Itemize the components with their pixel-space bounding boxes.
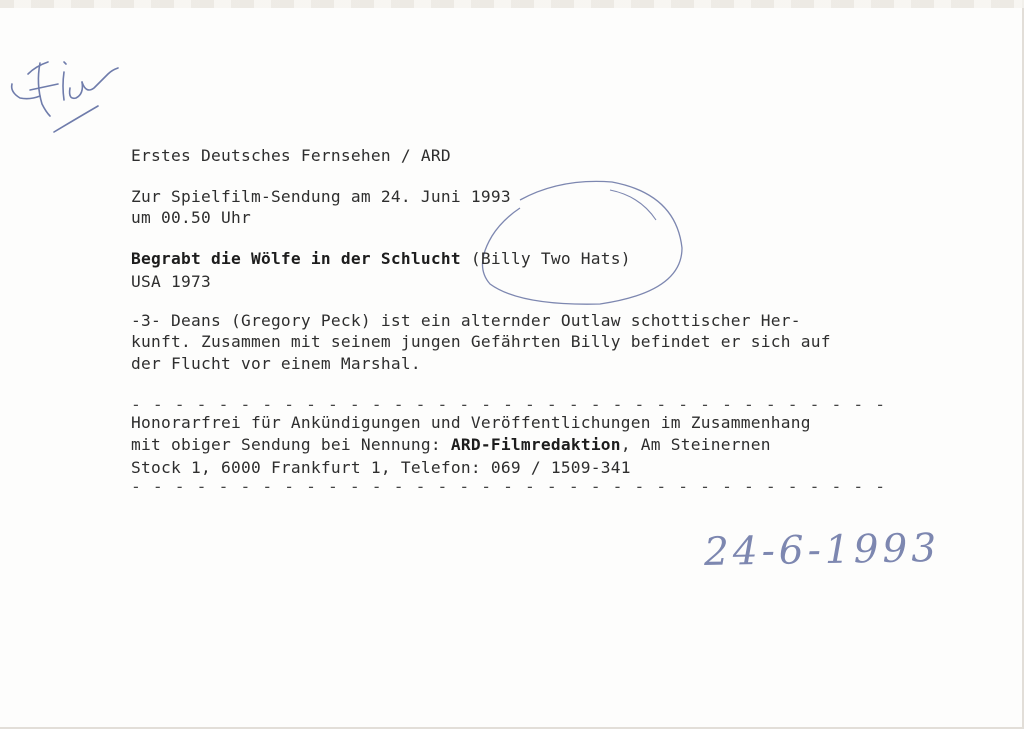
broadcast-date-line: Zur Spielfilm-Sendung am 24. Juni 1993 [131, 187, 511, 206]
title-circle-annotation [482, 181, 682, 304]
broadcaster-line: Erstes Deutsches Fernsehen / ARD [131, 146, 451, 165]
german-title: Begrabt die Wölfe in der Schlucht [131, 249, 461, 268]
broadcast-time-line: um 00.50 Uhr [131, 208, 251, 227]
separator-top: - - - - - - - - - - - - - - - - - - - - - - - - - - - - - - - - - - - [131, 395, 887, 414]
notice-line-1: Honorarfrei für Ankündigungen und Veröffentlichungen im Zusammenhang [131, 413, 811, 432]
description-line-2: kunft. Zusammen mit seinem jungen Gefährten Billy befindet er sich auf [131, 332, 831, 351]
country-year-line: USA 1973 [131, 272, 211, 291]
film-title-row [131, 248, 631, 269]
notice-line-3: Stock 1, 6000 Frankfurt 1, Telefon: 069 / 1509-341 [131, 458, 631, 477]
handwritten-film-note [12, 62, 118, 132]
description-line-1: -3- Deans (Gregory Peck) ist ein alternder Outlaw schottischer Her- [131, 311, 801, 330]
separator-bottom: - - - - - - - - - - - - - - - - - - - - - - - - - - - - - - - - - - - [131, 477, 887, 496]
notice-editorial-name: ARD-Filmredaktion [450, 435, 621, 454]
notice-line-2-prefix: mit obiger Sendung bei Nennung: [131, 435, 451, 454]
description-line-3: der Flucht vor einem Marshal. [131, 354, 421, 373]
handwritten-date: 24-6-1993 [703, 525, 941, 576]
notice-line-2 [131, 434, 771, 455]
original-title: (Billy Two Hats) [470, 249, 631, 268]
notice-line-2-suffix: , Am Steinernen [620, 435, 771, 454]
